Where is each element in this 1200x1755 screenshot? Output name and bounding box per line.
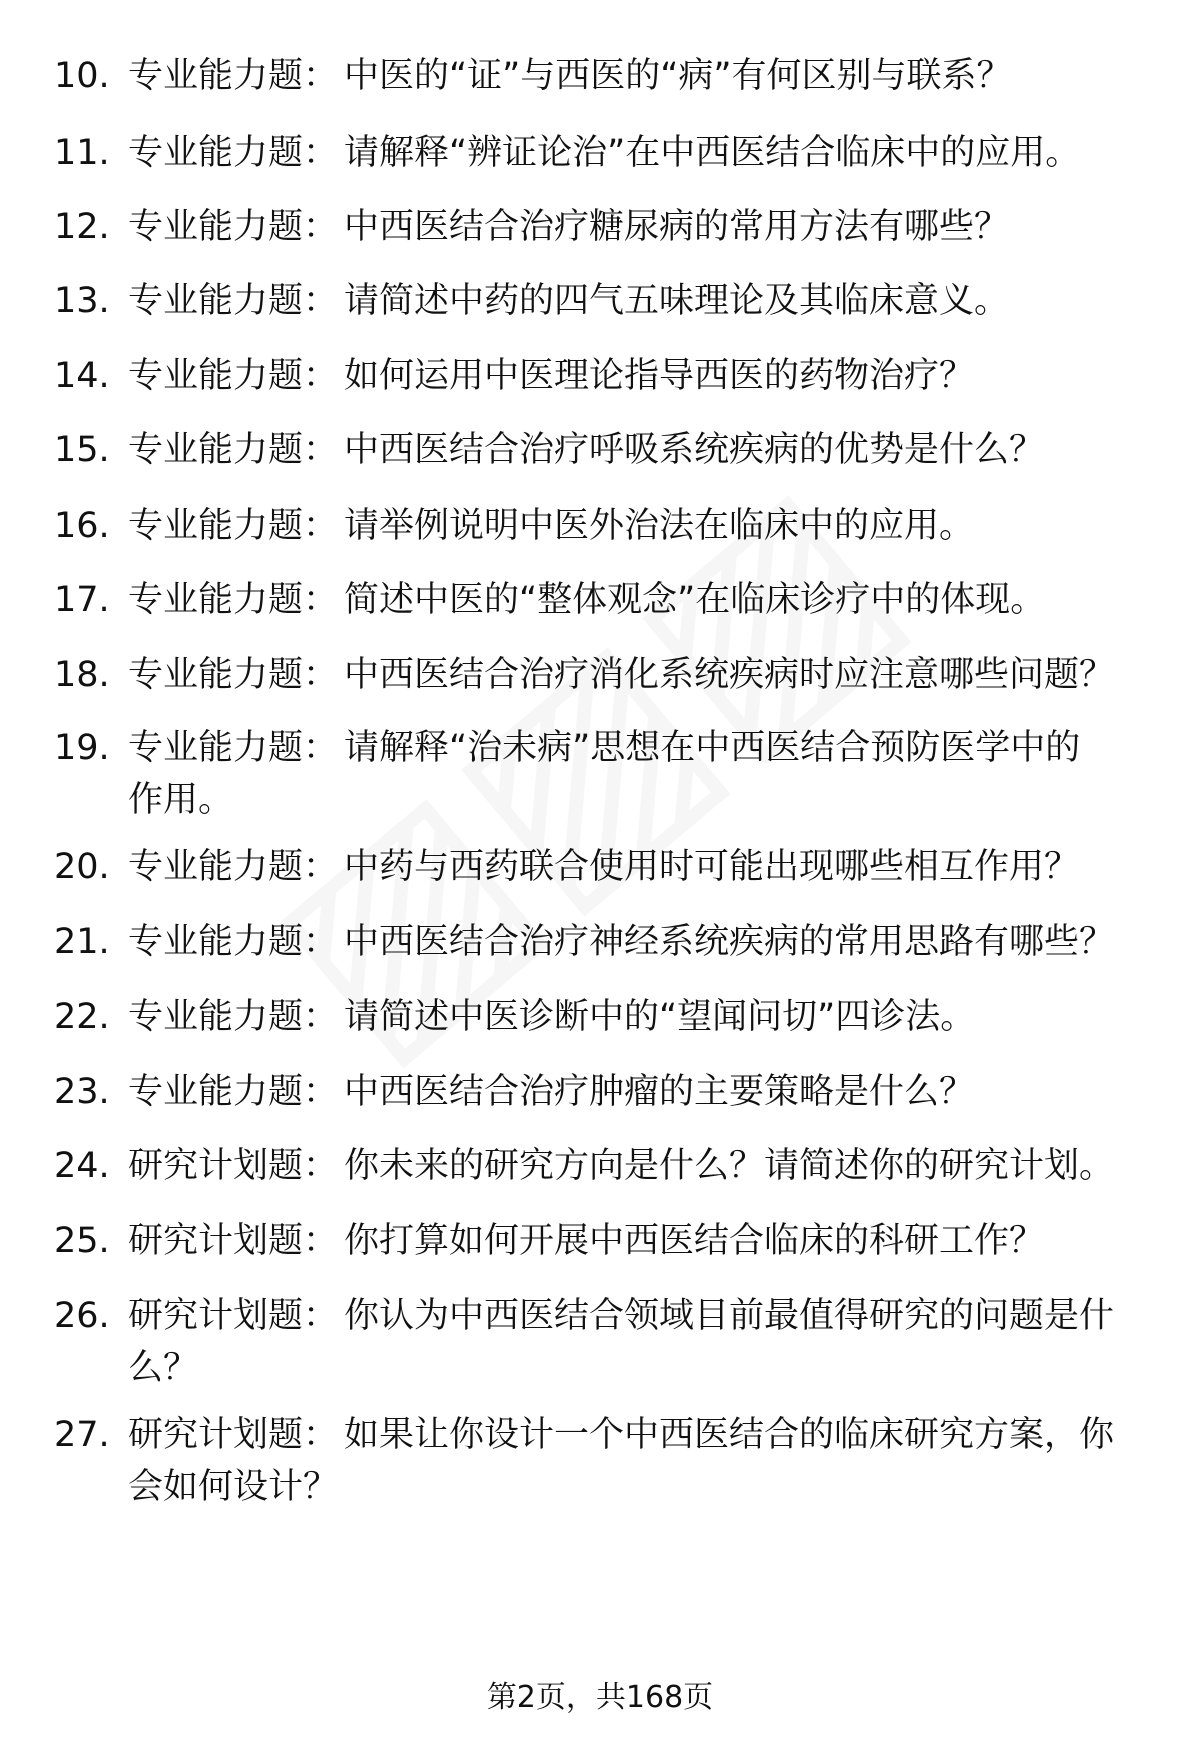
question-number: 21. <box>54 922 110 962</box>
question-category: 研究计划题： <box>128 1221 339 1261</box>
question-item <box>0 722 1200 826</box>
question-text-continuation: 作用。 <box>128 780 234 820</box>
question-category: 研究计划题： <box>128 1146 339 1186</box>
question-text-continuation: 会如何设计？ <box>128 1467 339 1507</box>
question-number: 18. <box>54 655 110 695</box>
question-category: 专业能力题： <box>128 847 339 887</box>
question-text: 简述中医的“整体观念”在临床诊疗中的体现。 <box>344 580 1046 620</box>
question-text: 请简述中医诊断中的“望闻问切”四诊法。 <box>344 997 976 1037</box>
question-number: 27. <box>54 1415 110 1455</box>
question-category: 专业能力题： <box>128 1072 339 1112</box>
question-category: 专业能力题： <box>128 922 339 962</box>
question-category: 研究计划题： <box>128 1296 339 1336</box>
question-number: 12. <box>54 207 110 247</box>
question-number: 11. <box>54 133 110 173</box>
question-category: 专业能力题： <box>128 207 339 247</box>
question-number: 17. <box>54 580 110 620</box>
question-text: 中医的“证”与西医的“病”有何区别与联系？ <box>344 56 1012 96</box>
question-text: 你未来的研究方向是什么？请简述你的研究计划。 <box>344 1146 1115 1186</box>
question-number: 10. <box>54 56 110 96</box>
question-number: 24. <box>54 1146 110 1186</box>
question-text: 如何运用中医理论指导西医的药物治疗？ <box>344 356 975 396</box>
question-category: 专业能力题： <box>128 133 339 173</box>
question-text: 请解释“治未病”思想在中西医结合预防医学中的 <box>344 728 1081 768</box>
question-category: 专业能力题： <box>128 281 339 321</box>
question-text: 请简述中药的四气五味理论及其临床意义。 <box>344 281 1010 321</box>
question-category: 专业能力题： <box>128 506 339 546</box>
question-text: 中西医结合治疗消化系统疾病时应注意哪些问题？ <box>344 655 1115 695</box>
question-number: 25. <box>54 1221 110 1261</box>
question-text: 中西医结合治疗糖尿病的常用方法有哪些？ <box>344 207 1010 247</box>
question-text: 中西医结合治疗神经系统疾病的常用思路有哪些？ <box>344 922 1115 962</box>
question-number: 26. <box>54 1296 110 1336</box>
question-category: 研究计划题： <box>128 1415 339 1455</box>
page-number-footer: 第2页，共168页 <box>486 1680 714 1715</box>
question-number: 20. <box>54 847 110 887</box>
question-category: 专业能力题： <box>128 655 339 695</box>
question-text-continuation: 么？ <box>128 1348 199 1388</box>
question-text: 请举例说明中医外治法在临床中的应用。 <box>344 506 975 546</box>
question-category: 专业能力题： <box>128 728 339 768</box>
question-number: 15. <box>54 430 110 470</box>
question-text: 你打算如何开展中西医结合临床的科研工作？ <box>344 1221 1045 1261</box>
question-number: 22. <box>54 997 110 1037</box>
question-text: 如果让你设计一个中西医结合的临床研究方案，你 <box>344 1415 1115 1455</box>
question-category: 专业能力题： <box>128 997 339 1037</box>
question-item <box>0 1290 1200 1394</box>
question-text: 中西医结合治疗呼吸系统疾病的优势是什么？ <box>344 430 1045 470</box>
question-category: 专业能力题： <box>128 56 339 96</box>
question-number: 16. <box>54 506 110 546</box>
question-number: 13. <box>54 281 110 321</box>
question-text: 你认为中西医结合领域目前最值得研究的问题是什 <box>344 1296 1115 1336</box>
question-number: 14. <box>54 356 110 396</box>
question-category: 专业能力题： <box>128 580 339 620</box>
question-item <box>0 1409 1200 1513</box>
question-category: 专业能力题： <box>128 356 339 396</box>
question-number: 23. <box>54 1072 110 1112</box>
question-text: 中西医结合治疗肿瘤的主要策略是什么？ <box>344 1072 975 1112</box>
question-text: 中药与西药联合使用时可能出现哪些相互作用？ <box>344 847 1080 887</box>
question-number: 19. <box>54 728 110 768</box>
question-text: 请解释“辨证论治”在中西医结合临床中的应用。 <box>344 133 1081 173</box>
question-category: 专业能力题： <box>128 430 339 470</box>
